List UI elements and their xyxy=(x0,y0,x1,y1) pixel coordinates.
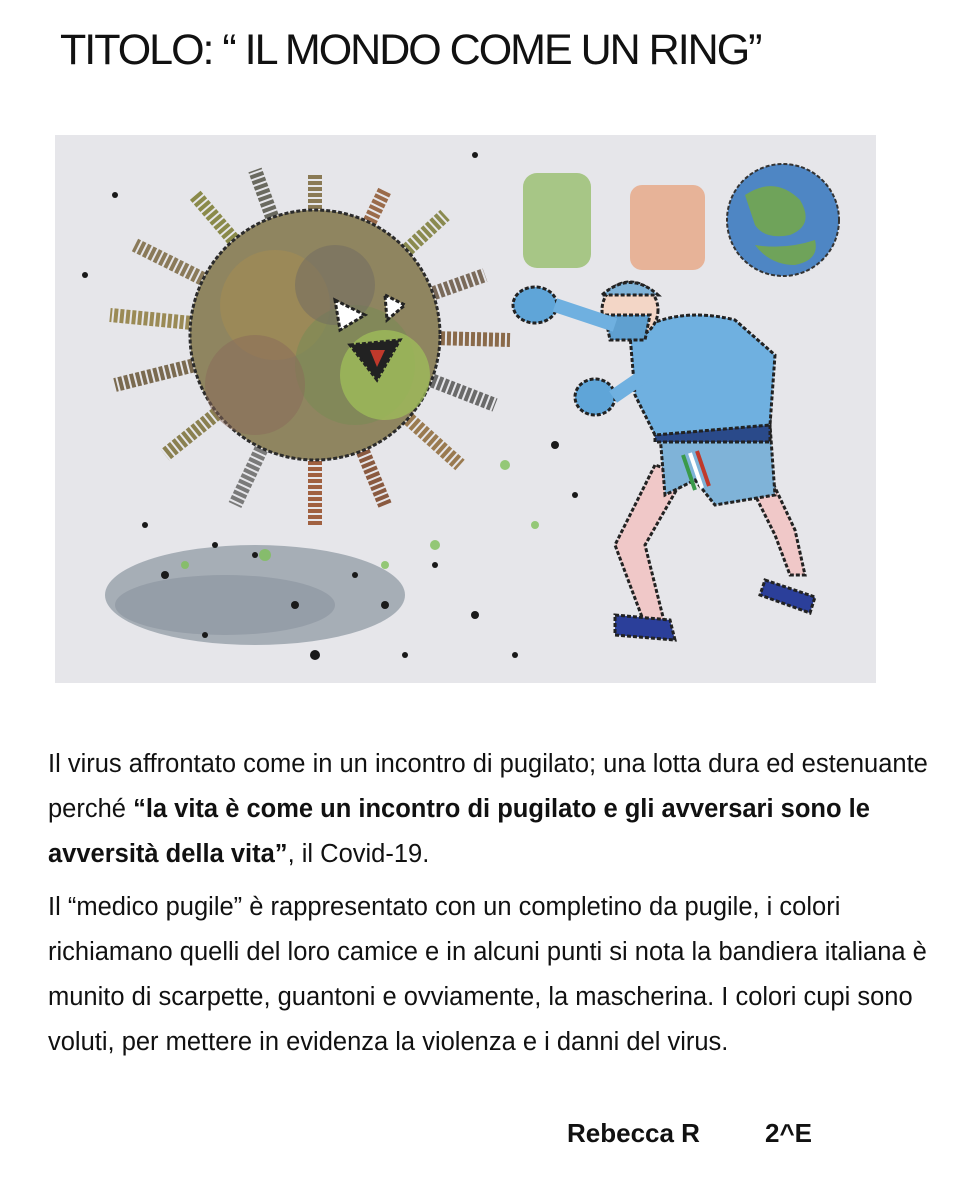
paragraph-2: Il “medico pugile” è rappresentato con un completino da pugile, i colori richiamano quelli del loro camice e in alcuni punti si nota la bandiera italiana è munito di scarpette, guantoni e ovviamente, la mascherina. I colori cupi sono voluti, per mettere in evidenza la violenza e i danni del virus. xyxy=(48,893,927,1056)
green-swatch xyxy=(523,173,591,268)
paragraph-1-intro: Il virus affrontato come in un incontro di pugilato; una lotta dura ed estenuante perché xyxy=(48,750,928,823)
paragraph-1-quote: “la vita è come un incontro di pugilato e gli avversari sono le avversità della vita” xyxy=(48,795,870,868)
shadow-blob xyxy=(105,545,405,645)
description-text xyxy=(48,742,928,1073)
paragraph-1 xyxy=(48,742,928,877)
author-class: 2^E xyxy=(765,1118,812,1148)
peach-swatch xyxy=(630,185,705,270)
author-name: Rebecca R xyxy=(567,1118,700,1148)
artwork-illustration xyxy=(55,135,876,683)
earth-illustration xyxy=(727,164,839,276)
document-title: TITOLO: “ IL MONDO COME UN RING” xyxy=(60,26,761,74)
paragraph-1-end: , il Covid-19. xyxy=(287,840,430,868)
